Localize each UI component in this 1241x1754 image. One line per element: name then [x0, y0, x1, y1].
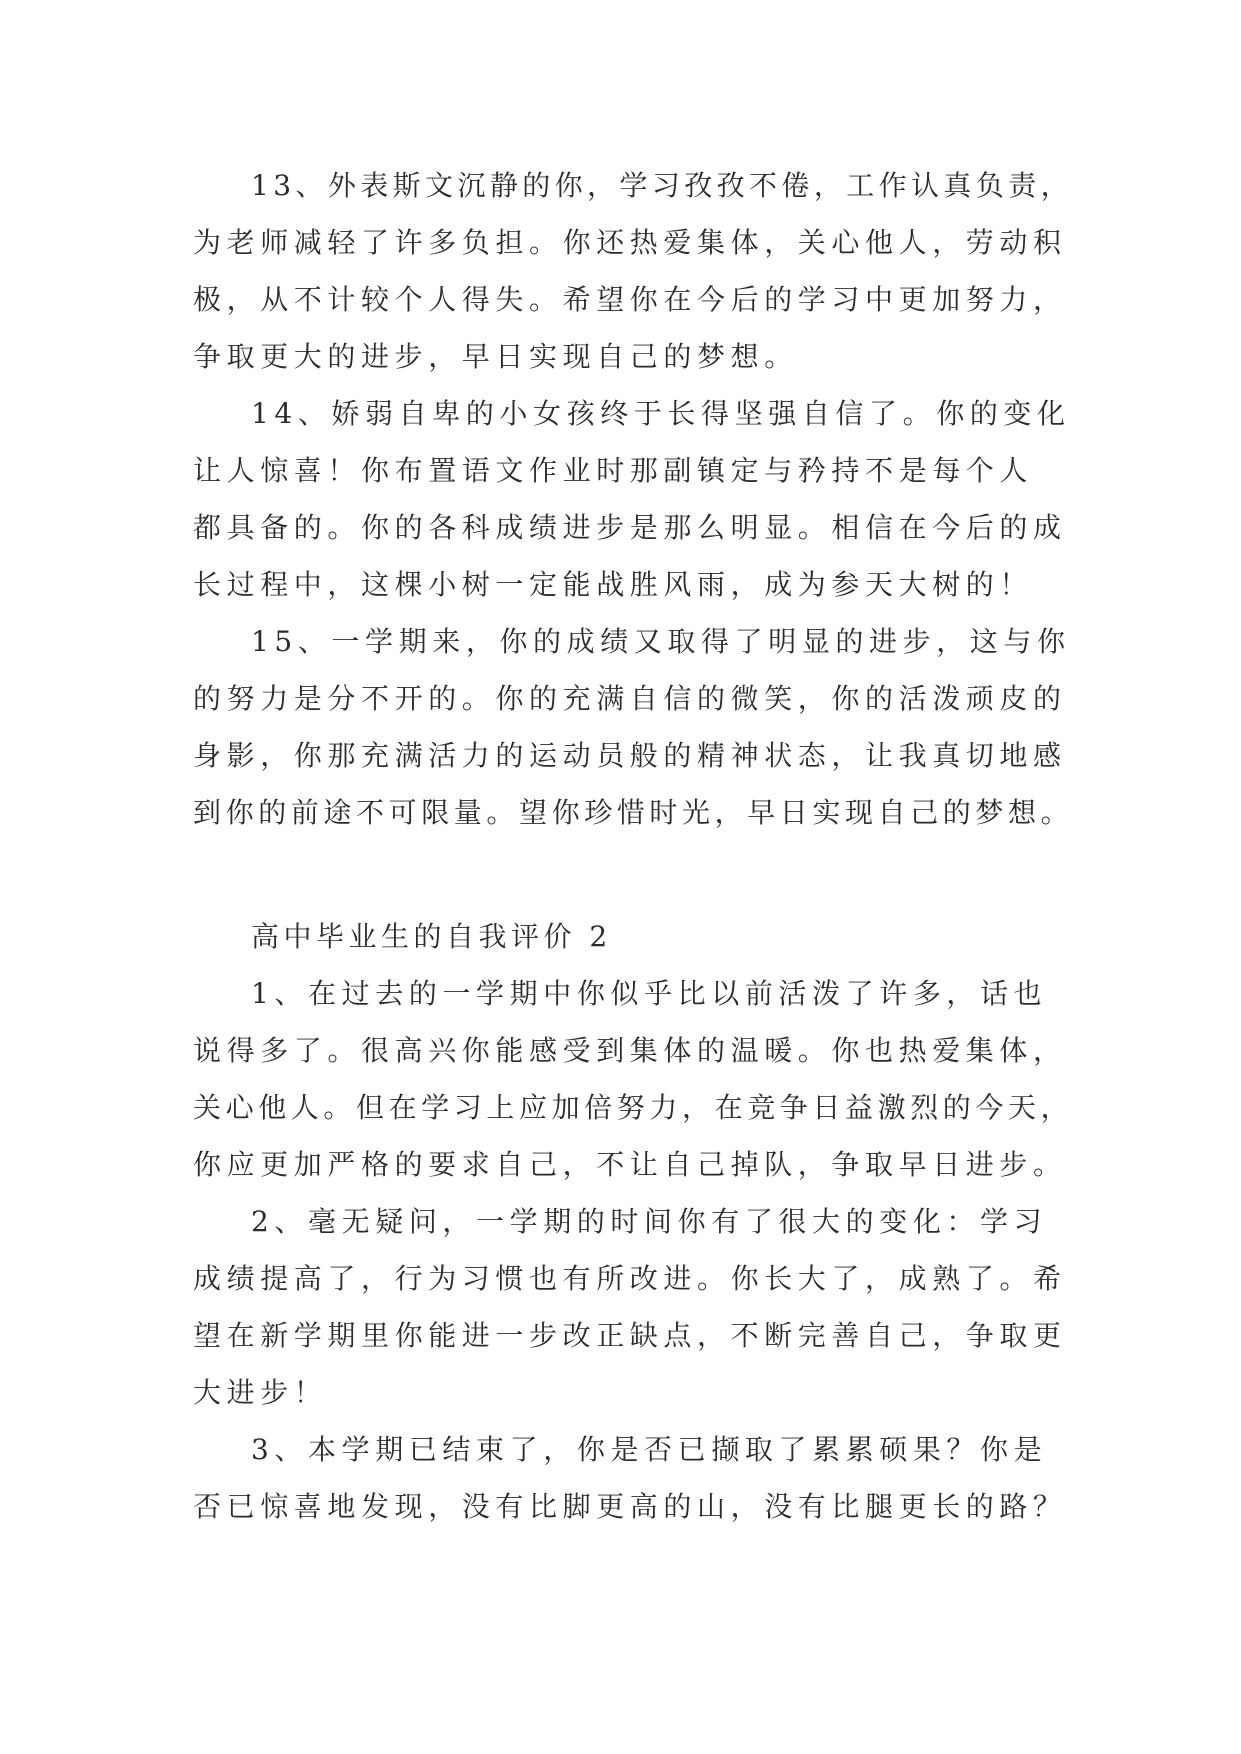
paragraph-line: 让人惊喜！你布置语文作业时那副镇定与矜持不是每个人	[193, 454, 1034, 487]
paragraph-1	[193, 965, 1073, 1193]
paragraph-line: 否已惊喜地发现，没有比脚更高的山，没有比腿更长的路？	[193, 1490, 1067, 1523]
paragraph-3	[193, 1421, 1073, 1535]
paragraphs-before-section	[193, 157, 1073, 841]
paragraph-15	[193, 613, 1073, 841]
paragraph-line: 1、在过去的一学期中你似乎比以前活泼了许多，话也	[251, 977, 1048, 1010]
paragraph-line: 大进步！	[193, 1376, 328, 1409]
paragraph-line: 极，从不计较个人得失。希望你在今后的学习中更加努力，	[193, 283, 1067, 316]
paragraph-line: 关心他人。但在学习上应加倍努力，在竞争日益激烈的今天，	[193, 1091, 1074, 1124]
document-body	[193, 157, 1073, 1535]
paragraph-2	[193, 1193, 1073, 1421]
paragraph-line: 到你的前途不可限量。望你珍惜时光，早日实现自己的梦想。	[193, 796, 1074, 829]
paragraph-line: 2、毫无疑问，一学期的时间你有了很大的变化：学习	[251, 1205, 1048, 1238]
paragraph-line: 望在新学期里你能进一步改正缺点，不断完善自己，争取更	[193, 1319, 1067, 1352]
paragraph-line: 说得多了。很高兴你能感受到集体的温暖。你也热爱集体，	[193, 1034, 1067, 1067]
paragraph-line: 的努力是分不开的。你的充满自信的微笑，你的活泼顽皮的	[193, 682, 1067, 715]
paragraph-line: 成绩提高了，行为习惯也有所改进。你长大了，成熟了。希	[193, 1262, 1067, 1295]
paragraph-line: 长过程中，这棵小树一定能战胜风雨，成为参天大树的！	[193, 568, 1034, 601]
paragraph-line: 15、一学期来，你的成绩又取得了明显的进步，这与你	[251, 625, 1071, 658]
paragraph-line: 你应更加严格的要求自己，不让自己掉队，争取早日进步。	[193, 1148, 1067, 1181]
paragraph-line: 都具备的。你的各科成绩进步是那么明显。相信在今后的成	[193, 511, 1067, 544]
paragraph-line: 14、娇弱自卑的小女孩终于长得坚强自信了。你的变化	[251, 397, 1071, 430]
paragraph-line: 争取更大的进步，早日实现自己的梦想。	[193, 340, 798, 373]
paragraph-line: 身影，你那充满活力的运动员般的精神状态，让我真切地感	[193, 739, 1067, 772]
paragraphs-after-section	[193, 965, 1073, 1535]
paragraph-line: 13、外表斯文沉静的你，学习孜孜不倦，工作认真负责，	[251, 169, 1074, 202]
paragraph-line: 为老师减轻了许多负担。你还热爱集体，关心他人，劳动积	[193, 226, 1067, 259]
paragraph-line: 3、本学期已结束了，你是否已撷取了累累硕果？你是	[251, 1433, 1048, 1466]
paragraph-13	[193, 157, 1073, 385]
paragraph-14	[193, 385, 1073, 613]
section-title: 高中毕业生的自我评价 2	[251, 920, 612, 953]
